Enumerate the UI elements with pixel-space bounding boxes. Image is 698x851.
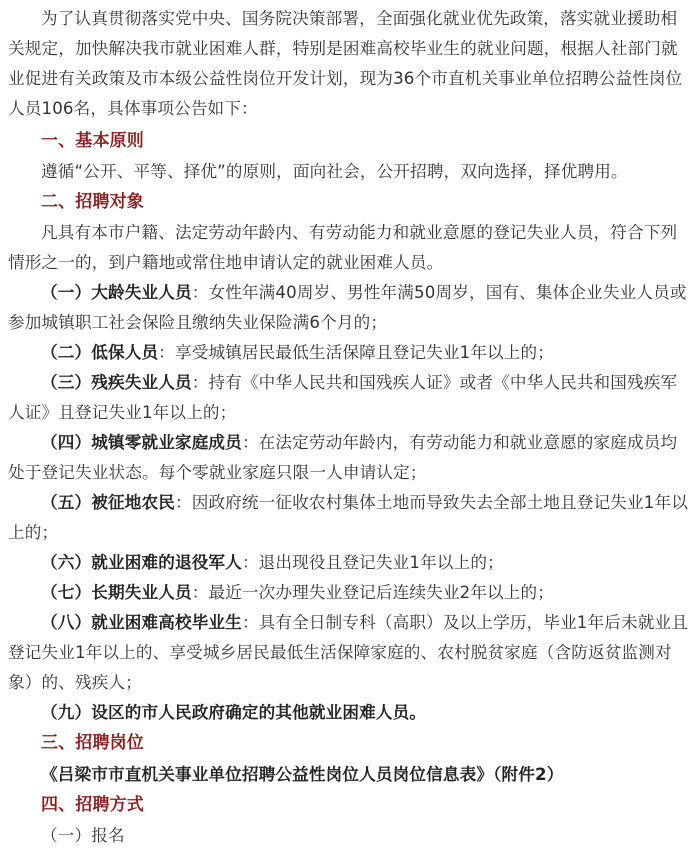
list-item-text: ：在法定劳动年龄内，有劳动能力和就业意愿的家庭成员均处于登记失业状态。每个零就业家庭只限一人申请认定； <box>8 433 678 482</box>
list-item-label: （四）城镇零就业家庭成员 <box>41 433 242 452</box>
list-item-label: （三）残疾失业人员 <box>41 373 192 392</box>
list-item-label: （一）大龄失业人员 <box>41 283 192 302</box>
list-item-label: （七）长期失业人员 <box>41 583 192 602</box>
list-item-label: （六）就业困难的退役军人 <box>41 553 242 572</box>
list-item <box>8 278 690 338</box>
section-heading-method: 四、招聘方式 <box>41 795 144 815</box>
list-item <box>8 608 690 698</box>
list-item-text: ：持有《中华人民共和国残疾人证》或者《中华人民共和国残疾军人证》且登记失业1年以上的； <box>8 373 678 422</box>
list-item <box>8 548 690 578</box>
targets-paragraph: 凡具有本市户籍、法定劳动年龄内、有劳动能力和就业意愿的登记失业人员，符合下列情形之一的，到户籍地或常住地申请认定的就业困难人员。 <box>8 223 678 272</box>
method-subheading-registration: （一）报名 <box>41 826 125 845</box>
list-item <box>8 428 690 488</box>
list-item-label: （二）低保人员 <box>41 343 159 362</box>
list-item <box>8 698 690 728</box>
principles-paragraph: 遵循“公开、平等、择优”的原则，面向社会，公开招聘，双向选择，择优聘用。 <box>41 162 628 181</box>
list-item-label: （五）被征地农民 <box>41 493 175 512</box>
list-item-text: ：因政府统一征收农村集体土地而导致失去全部土地且登记失业1年以上的； <box>8 493 688 542</box>
section-heading-positions: 三、招聘岗位 <box>41 733 144 753</box>
list-item-text: ：退出现役且登记失业1年以上的； <box>241 553 504 572</box>
section-heading-targets: 二、招聘对象 <box>41 192 144 212</box>
list-item <box>8 368 690 428</box>
positions-attachment-title: 《吕梁市市直机关事业单位招聘公益性岗位人员岗位信息表》（附件2） <box>41 765 564 784</box>
list-item <box>8 488 690 548</box>
list-item <box>8 338 690 368</box>
list-item <box>8 578 690 608</box>
list-item-label: （八）就业困难高校毕业生 <box>41 613 242 632</box>
list-item-text: ：女性年满40周岁、男性年满50周岁，国有、集体企业失业人员或参加城镇职工社会保险且缴纳失业保险满6个月的； <box>8 283 687 332</box>
list-item-text: ：最近一次办理失业登记后连续失业2年以上的； <box>191 583 555 602</box>
list-item-text: ：享受城镇居民最低生活保障且登记失业1年以上的； <box>158 343 555 362</box>
section-heading-principles: 一、基本原则 <box>41 131 144 151</box>
list-item-text: ：具有全日制专科（高职）及以上学历，毕业1年后未就业且登记失业1年以上的、享受城乡居民最低生活保障家庭的、农村脱贫家庭（含防返贫监测对象）的、残疾人； <box>8 613 688 692</box>
list-item-label: （九）设区的市人民政府确定的其他就业困难人员。 <box>41 703 427 722</box>
intro-paragraph: 为了认真贯彻落实党中央、国务院决策部署，全面强化就业优先政策，落实就业援助相关规定，加快解决我市就业困难人群，特别是困难高校毕业生的就业问题，根据人社部门就业促进有关政策及市本级公益性岗位开发计划，现为36个市直机关事业单位招聘公益性岗位人员106名，具体事项公告如下： <box>8 9 683 118</box>
